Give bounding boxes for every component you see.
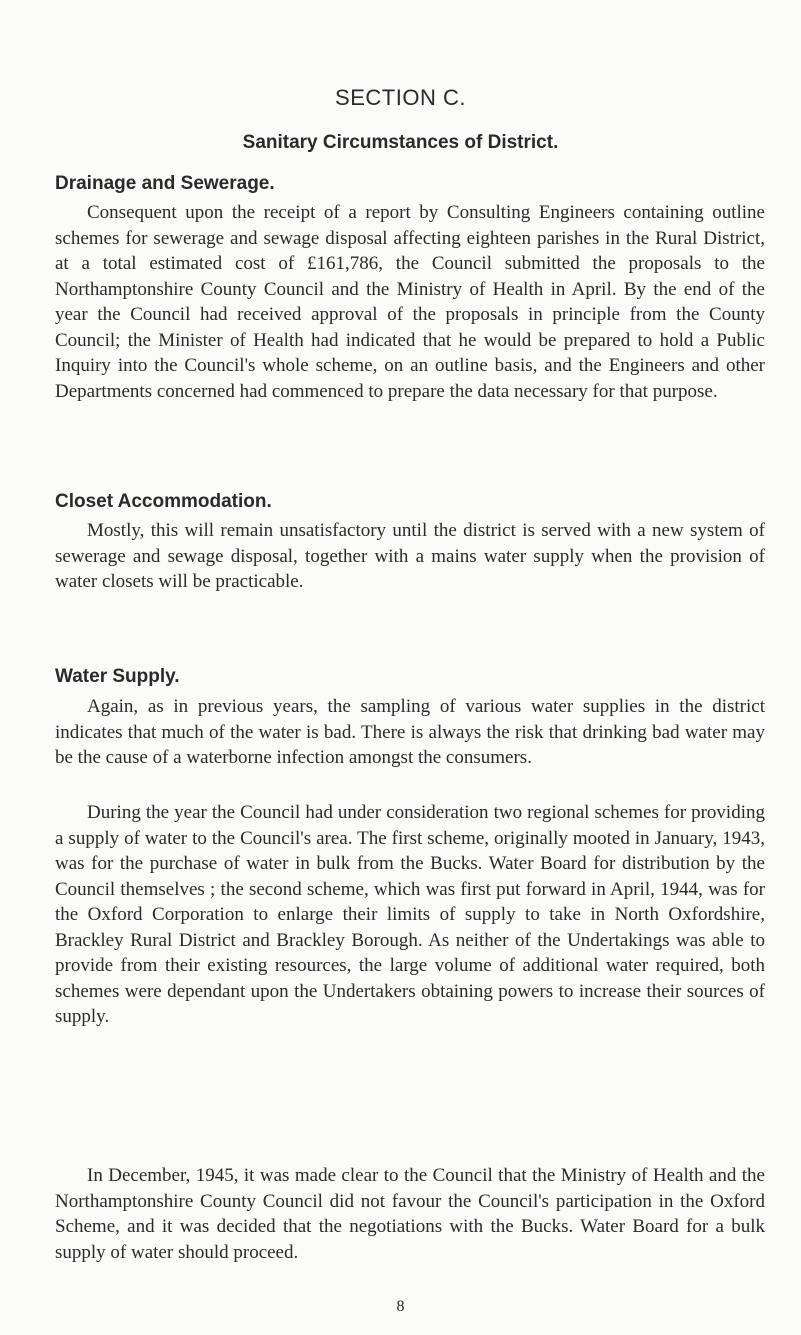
paragraph-closet: Mostly, this will remain unsatisfactory until the district is served with a new system of sewerage and sewage disposal, together with a mains water supply when the provision of water closets will be practicable.	[55, 520, 765, 592]
section-subtitle: Sanitary Circumstances of District.	[242, 132, 559, 153]
section-title: SECTION C.	[335, 85, 466, 110]
heading-closet: Closet Accommodation.	[55, 491, 272, 512]
paragraph-water-2: During the year the Council had under consideration two regional schemes for providing a supply of water to the Council's area. The first scheme, originally mooted in January, 1943, was for the purchase of water in bulk from the Bucks. Water Board for distribution by the Council themselves ; the second scheme, which was first put forward in April, 1944, was for the Oxford Corporation to enlarge their limits of supply to take in North Oxfordshire, Brackley Rural District and Brackley Borough. As neither of the Undertakings was able to provide from their existing resources, the large volume of additional water required, both schemes were dependant upon the Undertakers obtaining powers to increase their sources of supply.	[55, 802, 765, 1027]
paragraph-water-3: In December, 1945, it was made clear to the Council that the Ministry of Health and the Northamptonshire County Council did not favour the Council's participation in the Oxford Scheme, and it was decided that the negotiations with the Bucks. Water Board for a bulk supply of water should proceed.	[55, 1165, 765, 1263]
heading-water-supply: Water Supply.	[55, 666, 180, 687]
paragraph-drainage: Consequent upon the receipt of a report by Consulting Engineers containing outline schemes for sewerage and sewage disposal affecting eighteen parishes in the Rural District, at a total estimated cost of £161,786, the Council submitted the proposals to the Northamptonshire County Council and the Ministry of Health in April. By the end of the year the Council had received approval of the proposals in principle from the County Council; the Minister of Health had indicated that he would be prepared to hold a Public Inquiry into the Council's whole scheme, on an outline basis, and the Engineers and other Departments concerned had commenced to prepare the data necessary for that purpose.	[55, 202, 765, 402]
paragraph-water-1: Again, as in previous years, the sampling of various water supplies in the district indicates that much of the water is bad. There is always the risk that drinking bad water may be the cause of a waterborne infection amongst the consumers.	[55, 696, 765, 768]
heading-drainage: Drainage and Sewerage.	[55, 173, 275, 194]
page-number: 8	[396, 1298, 405, 1315]
